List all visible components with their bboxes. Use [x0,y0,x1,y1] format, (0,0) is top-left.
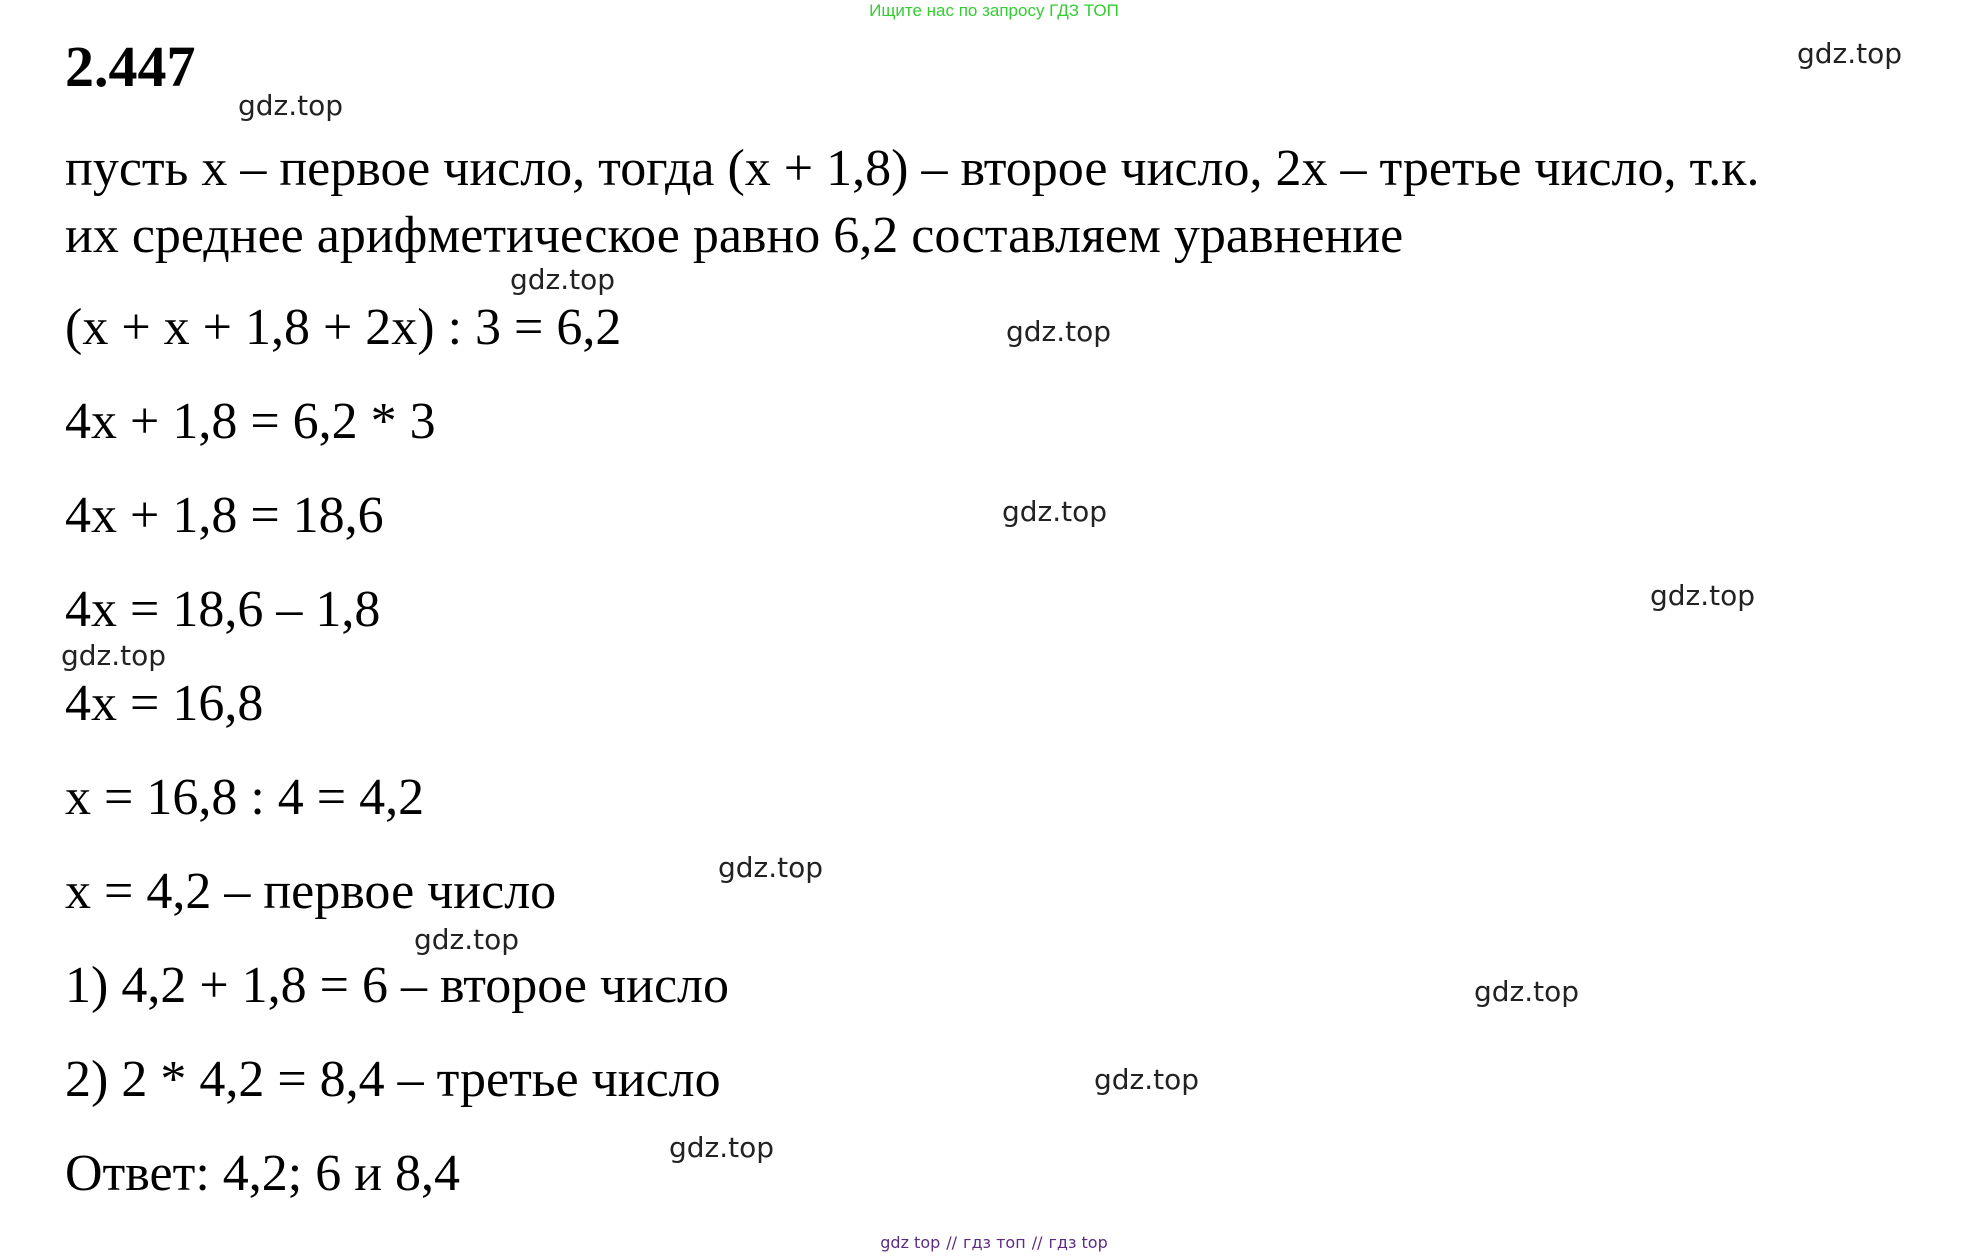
equation-line-5: 4х = 16,8 [65,675,264,732]
watermark: gdz.top [510,263,616,296]
search-banner: Ищите нас по запросу ГДЗ ТОП [869,1,1119,20]
watermark: gdz.top [1474,975,1580,1008]
equation-line-1: (х + х + 1,8 + 2х) : 3 = 6,2 [65,299,622,356]
second-number-line: 1) 4,2 + 1,8 = 6 – второе число [65,957,729,1014]
solution-line-1: пусть х – первое число, тогда (х + 1,8) – второе число, 2х – третье число, т.к. [65,140,1760,197]
footer-item[interactable]: гдз top [1048,1233,1108,1252]
watermark: gdz.top [1006,315,1112,348]
equation-line-3: 4х + 1,8 = 18,6 [65,487,384,544]
equation-line-4: 4х = 18,6 – 1,8 [65,581,381,638]
first-number-line: х = 4,2 – первое число [65,863,557,920]
equation-line-2: 4х + 1,8 = 6,2 * 3 [65,393,436,450]
solution-line-2: их среднее арифметическое равно 6,2 составляем уравнение [65,207,1404,264]
equation-line-6: х = 16,8 : 4 = 4,2 [65,769,425,826]
watermark: gdz.top [238,89,344,122]
watermark: gdz.top [1650,579,1756,612]
watermark: gdz.top [1002,495,1108,528]
footer-item[interactable]: гдз топ [963,1233,1026,1252]
answer-line: Ответ: 4,2; 6 и 8,4 [65,1145,461,1202]
watermark: gdz.top [1797,37,1903,70]
watermark: gdz.top [718,851,824,884]
footer-separator: // [1031,1233,1043,1252]
problem-number: 2.447 [65,34,196,99]
watermark: gdz.top [61,639,167,672]
third-number-line: 2) 2 * 4,2 = 8,4 – третье число [65,1051,721,1108]
footer-separator: // [946,1233,958,1252]
watermark: gdz.top [1094,1063,1200,1096]
footer-links [0,1233,1988,1252]
footer-item[interactable]: gdz top [880,1233,941,1252]
watermark: gdz.top [669,1131,775,1164]
watermark: gdz.top [414,923,520,956]
